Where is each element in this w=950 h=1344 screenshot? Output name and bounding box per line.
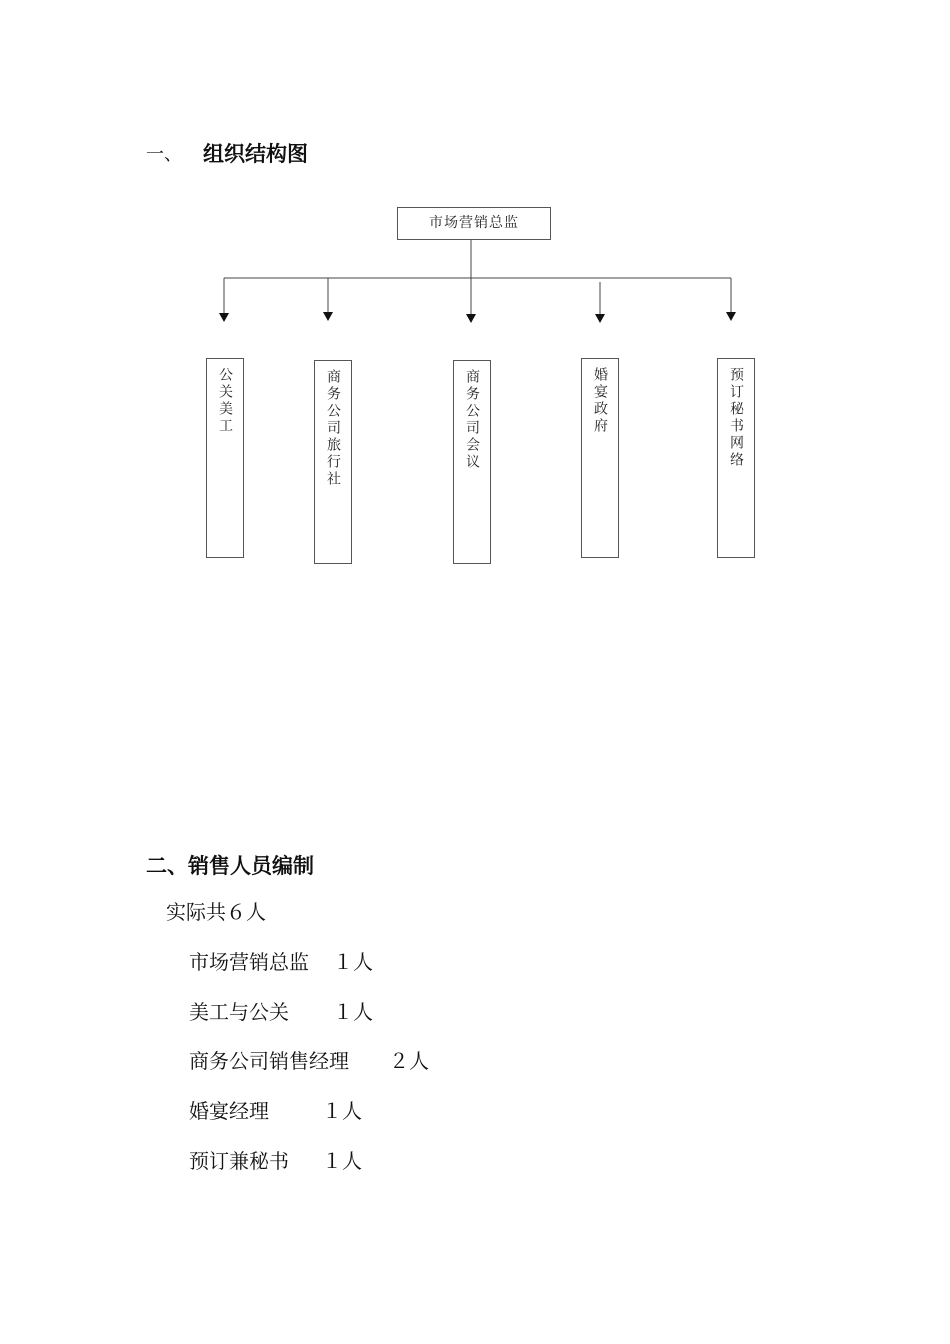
org-child-label: 预订秘书网络 [728, 367, 744, 469]
org-child-box-pr-design [206, 358, 244, 558]
staff-count: １人 [322, 1149, 362, 1173]
org-child-label: 商务公司旅行社 [325, 369, 341, 488]
staff-role: 商务公司销售经理 [189, 1049, 349, 1073]
branch-arrow-1 [323, 278, 333, 321]
staff-count: １人 [333, 1000, 373, 1024]
staff-role: 市场营销总监 [189, 950, 309, 974]
org-child-label: 婚宴政府 [592, 367, 608, 435]
branch-arrow-2 [466, 278, 476, 323]
org-child-box-corporate-travel [314, 360, 352, 564]
staff-role: 美工与公关 [189, 1000, 289, 1024]
org-child-label: 公关美工 [217, 367, 233, 435]
branch-arrow-3 [595, 282, 605, 323]
staff-role: 预订兼秘书 [189, 1149, 289, 1173]
org-child-box-corporate-meeting [453, 360, 491, 564]
staff-count: ２人 [389, 1049, 429, 1073]
total-headcount: 实际共６人 [166, 900, 266, 924]
branch-arrow-4 [726, 278, 736, 321]
section-1-number: 一、 [146, 144, 182, 165]
org-root-box: 市场营销总监 [397, 207, 551, 240]
staff-count: １人 [322, 1099, 362, 1123]
org-child-box-wedding-government [581, 358, 619, 558]
branch-arrow-0 [219, 278, 229, 322]
section-2-title: 二、销售人员编制 [146, 854, 314, 878]
section-1-title: 组织结构图 [203, 142, 308, 166]
org-child-box-reservation-network [717, 358, 755, 558]
staff-count: １人 [333, 950, 373, 974]
staff-role: 婚宴经理 [189, 1099, 269, 1123]
org-child-label: 商务公司会议 [464, 369, 480, 471]
